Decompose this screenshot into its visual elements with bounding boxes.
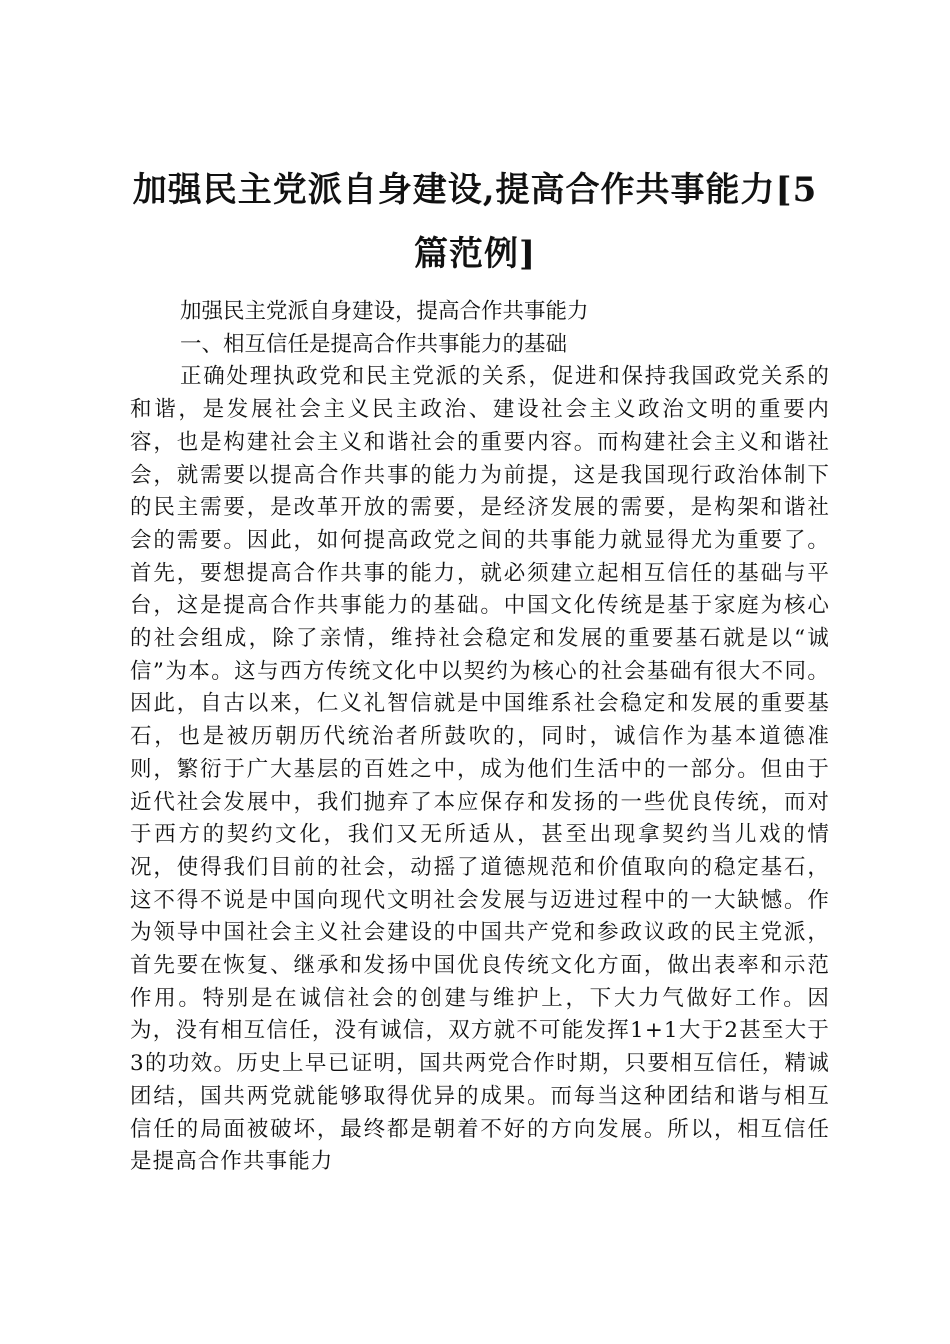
body-paragraph: 正确处理执政党和民主党派的关系，促进和保持我国政党关系的和谐，是发展社会主义民主政治、建设社会主义政治文明的重要内容，也是构建社会主义和谐社会的重要内容。而构建社会主义和谐社会，就需要以提高合作共事的能力为前提，这是我国现行政治体制下的民主需要，是改革开放的需要，是经济发展的需要，是构架和谐社会的需要。因此，如何提高政党之间的共事能力就显得尤为重要了。首先，要想提高合作共事的能力，就必须建立起相互信任的基础与平台，这是提高合作共事能力的基础。中国文化传统是基于家庭为核心的社会组成，除了亲情，维持社会稳定和发展的重要基石就是以“诚信”为本。这与西方传统文化中以契约为核心的社会基础有很大不同。因此，自古以来，仁义礼智信就是中国维系社会稳定和发展的重要基石，也是被历朝历代统治者所鼓吹的，同时，诚信作为基本道德准则，繁衍于广大基层的百姓之中，成为他们生活中的一部分。但由于近代社会发展中，我们抛弃了本应保存和发扬的一些优良传统，而对于西方的契约文化，我们又无所适从，甚至出现拿契约当儿戏的情况，使得我们目前的社会，动摇了道德规范和价值取向的稳定基石，这不得不说是中国向现代文明社会发展与迈进过程中的一大缺憾。作为领导中国社会主义社会建设的中国共产党和参政议政的民主党派，首先要在恢复、继承和发扬中国优良传统文化方面，做出表率和示范作用。特别是在诚信社会的创建与维护上，下大力气做好工作。因为，没有相互信任，没有诚信，双方就不可能发挥1+1大于2甚至大于3的功效。历史上早已证明，国共两党合作时期，只要相互信任，精诚团结，国共两党就能够取得优异的成果。而每当这种团结和谐与相互信任的局面被破坏，最终都是朝着不好的方向发展。所以，相互信任是提高合作共事能力	[130, 364, 830, 1175]
document-body	[130, 296, 830, 1179]
document-subheading: 加强民主党派自身建设，提高合作共事能力	[180, 299, 589, 324]
section-heading: 一、相互信任是提高合作共事能力的基础	[180, 331, 568, 357]
document-title: 加强民主党派自身建设,提高合作共事能力[5篇范例]	[132, 170, 818, 274]
